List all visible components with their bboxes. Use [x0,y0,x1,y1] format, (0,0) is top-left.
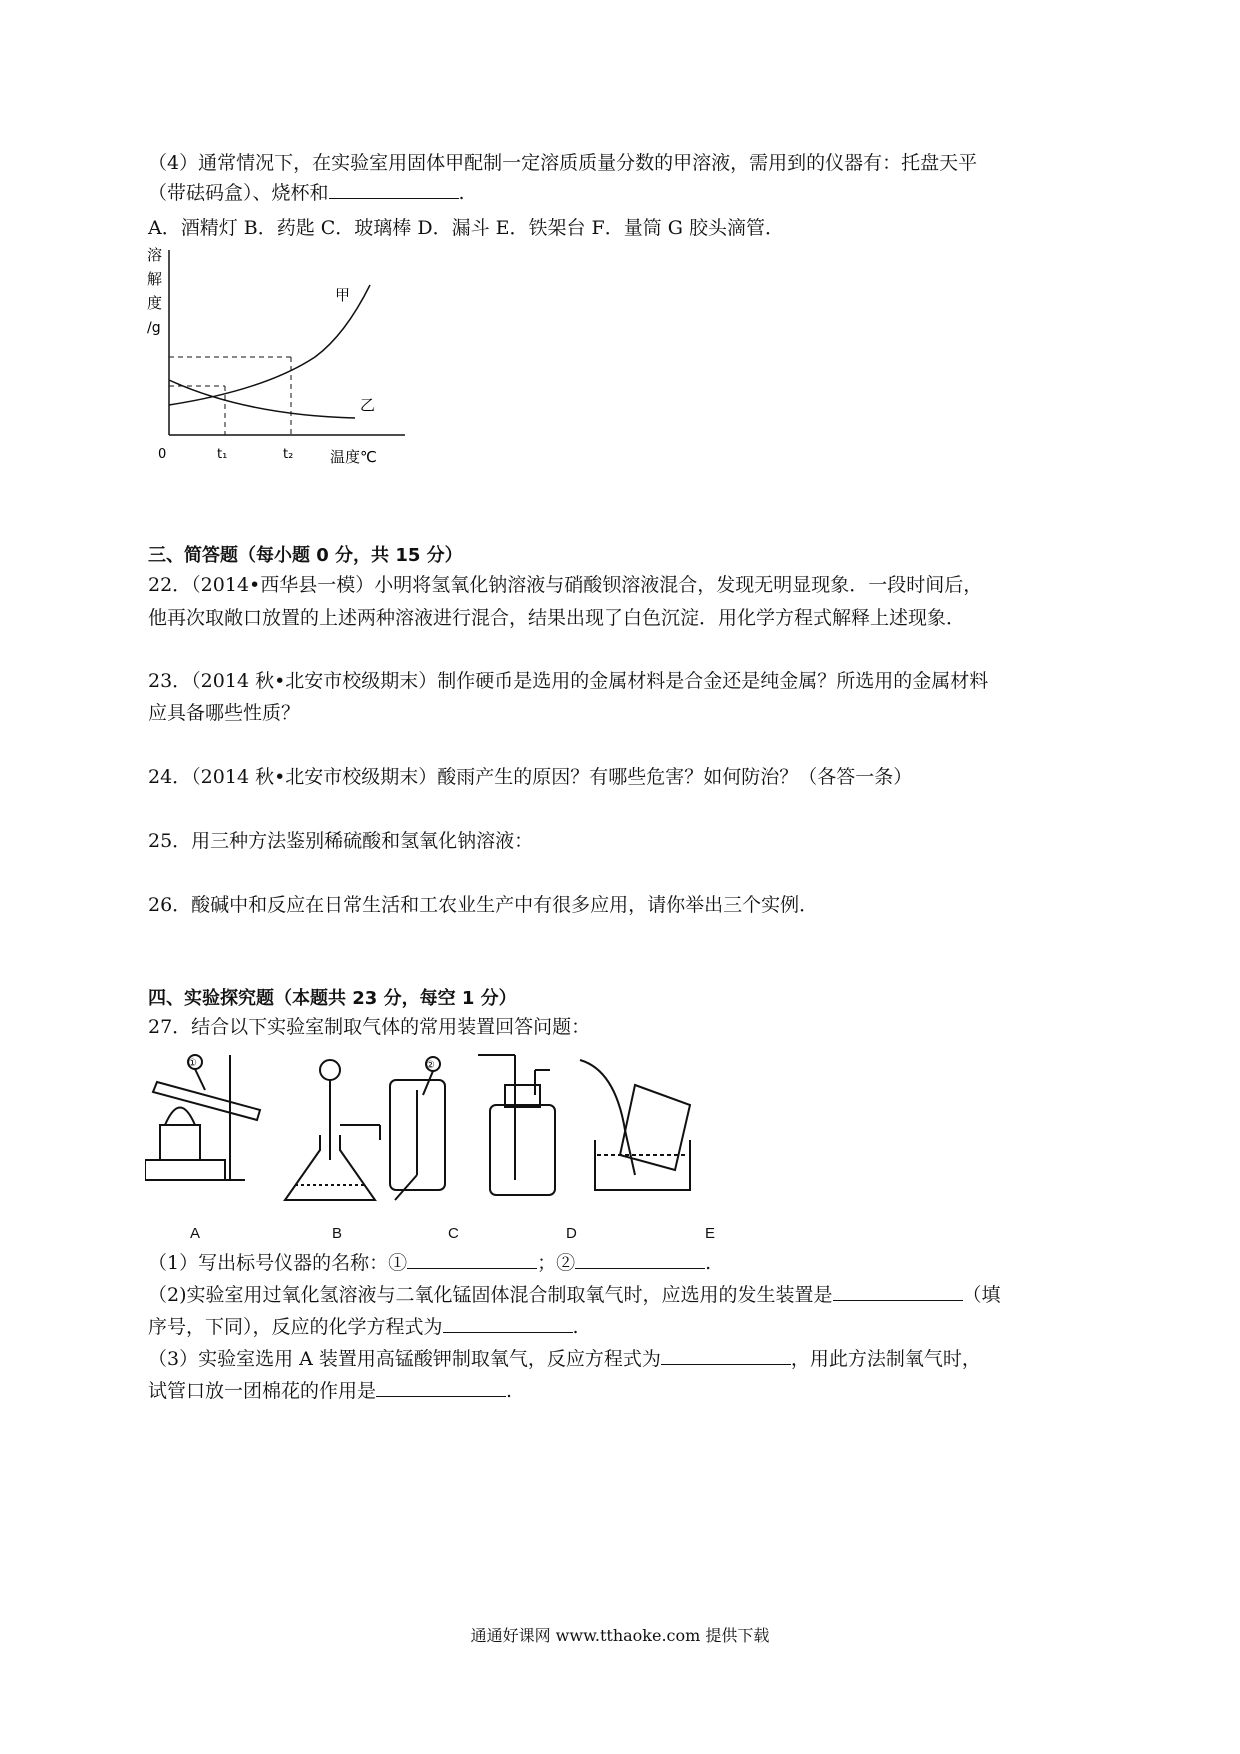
x-tick-t2: t₂ [283,447,294,462]
part3-blank-2[interactable] [376,1378,506,1397]
q24: 24．（2014 秋•北安市校级期末）酸雨产生的原因？有哪些危害？如何防治？（各答一条） [148,766,913,788]
page-footer: 通通好课网 www.tthaoke.com 提供下载 [470,1626,770,1645]
part2-line2-end: . [572,1316,579,1338]
q27-part1 [148,1250,711,1276]
part3-text: （3）实验室选用 A 装置用高锰酸钾制取氧气，反应方程式为 [148,1348,661,1370]
apparatus-label-b: B [332,1225,343,1242]
part1-mid: ；② [537,1252,576,1274]
part3-line2-text: 试管口放一团棉花的作用是 [148,1380,377,1402]
q25: 25．用三种方法鉴别稀硫酸和氢氧化钠溶液： [148,830,534,852]
q4-line2-end: . [458,182,465,204]
section3-heading: 三、简答题（每小题 0 分，共 15 分） [148,545,463,566]
part3-line2-end: . [506,1380,513,1402]
part1-blank-2[interactable] [575,1250,705,1269]
apparatus-label-c: C [448,1225,459,1242]
apparatus-label-e: E [705,1225,716,1242]
q27: 27．结合以下实验室制取气体的常用装置回答问题： [148,1016,591,1038]
lamp-block [160,1125,200,1160]
apparatus-b [285,1060,380,1200]
apparatus-e [580,1060,690,1190]
ylabel-1: 溶 [147,246,163,264]
x-axis-label: 温度℃ [330,448,377,466]
solubility-chart [145,240,415,475]
ylabel-4: /g [147,320,161,336]
q4-line1: （4）通常情况下，在实验室用固体甲配制一定溶质质量分数的甲溶液，需用到的仪器有：托盘天平 [148,152,978,174]
test-tube [153,1082,260,1120]
x-tick-0: 0 [158,447,167,462]
part1-end: . [705,1252,712,1274]
marker-2-label: ② [426,1060,435,1071]
series-label-jia: 甲 [335,286,351,304]
stand-base [145,1160,225,1180]
part2-suffix: （填 [962,1284,1001,1306]
part1-blank-1[interactable] [407,1250,537,1269]
part2-blank-1[interactable] [833,1282,963,1301]
series-label-yi: 乙 [360,396,376,414]
q23-line1: 23．（2014 秋•北安市校级期末）制作硬币是选用的金属材料是合金还是纯金属？所选用的金属材料 [148,670,989,692]
ylabel-3: 度 [147,294,163,312]
q4-line2-text: （带砝码盒）、烧杯和 [148,182,329,204]
q22-line1: 22．（2014•西华县一模）小明将氢氧化钠溶液与硝酸钡溶液混合，发现无明显现象．一段时间后， [148,574,983,596]
apparatus-illustration [145,1050,795,1215]
x-tick-t1: t₁ [217,447,228,462]
funnel-bulb [320,1060,340,1080]
q22-line2: 他再次取敞口放置的上述两种溶液进行混合，结果出现了白色沉淀．用化学方程式解释上述现象． [148,607,966,629]
q23-line2: 应具备哪些性质？ [148,702,301,724]
apparatus-c [390,1057,445,1200]
q27-part2-line1 [148,1282,1001,1308]
q27-part3-line1 [148,1346,981,1372]
q4-answer-blank[interactable] [329,180,459,199]
q27-part2-line2 [148,1314,579,1340]
apparatus-label-d: D [566,1225,577,1242]
apparatus-d [478,1055,555,1195]
part2-text: （2)实验室用过氧化氢溶液与二氧化锰固体混合制取氧气时，应选用的发生装置是 [148,1284,833,1306]
q4-options: A．酒精灯 B．药匙 C．玻璃棒 D．漏斗 E．铁架台 F．量筒 G 胶头滴管． [148,217,784,239]
section4-heading: 四、实验探究题（本题共 23 分，每空 1 分） [148,988,517,1009]
q26: 26．酸碱中和反应在日常生活和工农业生产中有很多应用，请你举出三个实例． [148,894,819,916]
q4-line2 [148,180,465,206]
part2-line2-text: 序号，下同），反应的化学方程式为 [148,1316,443,1338]
part2-blank-2[interactable] [443,1314,573,1333]
part3-suffix: ，用此方法制氧气时， [790,1348,981,1370]
apparatus-a [145,1055,260,1180]
q27-part3-line2 [148,1378,512,1404]
marker-1-label: ① [188,1058,197,1069]
apparatus-label-a: A [190,1225,201,1242]
part1-text: （1）写出标号仪器的名称：① [148,1252,408,1274]
lamp-flame [165,1108,195,1126]
ylabel-2: 解 [147,270,163,288]
collecting-bottle [620,1085,690,1170]
bottle-d [490,1105,555,1195]
part3-blank-1[interactable] [661,1346,791,1365]
